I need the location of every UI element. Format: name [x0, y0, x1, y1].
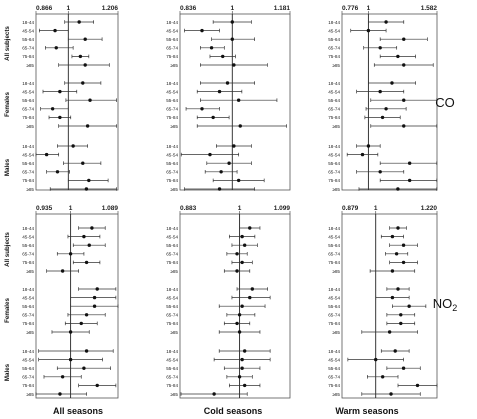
column-label-cold-seasons: Cold seasons	[203, 406, 263, 416]
age-label: 65-74	[166, 45, 178, 51]
age-label: ≥85	[170, 268, 178, 274]
age-label: 75-84	[166, 115, 178, 121]
axis-tick-label: 1	[66, 5, 71, 12]
age-label: 18-44	[328, 225, 340, 231]
point-estimate	[87, 179, 90, 182]
age-label: ≥85	[26, 391, 34, 397]
age-label: 45-54	[328, 295, 340, 301]
age-label: 55-64	[166, 304, 178, 309]
point-estimate	[378, 90, 381, 93]
age-label: 55-64	[22, 98, 34, 103]
point-estimate	[227, 162, 230, 165]
point-estimate	[71, 144, 74, 147]
point-estimate	[237, 99, 240, 102]
age-label: ≥85	[26, 186, 34, 192]
age-label: 55-64	[328, 161, 340, 166]
point-estimate	[402, 38, 405, 41]
axis-tick-label: 0.883	[180, 205, 197, 212]
point-estimate	[402, 367, 405, 370]
point-estimate	[58, 116, 61, 119]
group-label-all-subjects: All subjects	[4, 232, 11, 267]
age-label: 75-84	[328, 178, 340, 184]
axis-tick-label: 1.582	[420, 5, 437, 12]
point-estimate	[237, 179, 240, 182]
point-estimate	[45, 153, 48, 156]
age-label: 65-74	[22, 251, 34, 257]
point-estimate	[226, 81, 229, 84]
age-label: ≥85	[26, 329, 34, 335]
point-estimate	[93, 296, 96, 299]
age-label: 55-64	[328, 37, 340, 42]
age-label: 18-44	[22, 225, 34, 231]
point-estimate	[96, 384, 99, 387]
age-label: 45-54	[22, 28, 34, 34]
age-label: 18-44	[22, 80, 34, 86]
forest-panel-no2-all-seasons	[4, 205, 118, 398]
point-estimate	[200, 107, 203, 110]
age-label: 45-54	[328, 357, 340, 363]
point-estimate	[84, 38, 87, 41]
age-label: 75-84	[22, 321, 34, 327]
pollutant-label-co: CO	[435, 95, 455, 110]
point-estimate	[402, 124, 405, 127]
point-estimate	[231, 20, 234, 23]
age-label: 65-74	[166, 251, 178, 257]
point-estimate	[391, 269, 394, 272]
point-estimate	[384, 20, 387, 23]
age-label: ≥85	[332, 186, 340, 192]
point-estimate	[367, 29, 370, 32]
age-label: 45-54	[328, 234, 340, 240]
age-label: 75-84	[22, 54, 34, 60]
axis-tick-label: 1.181	[273, 5, 290, 12]
age-label: 65-74	[328, 106, 340, 112]
point-estimate	[79, 55, 82, 58]
point-estimate	[248, 296, 251, 299]
group-label-males: Males	[4, 158, 11, 177]
age-label: 75-84	[328, 260, 340, 266]
panel-frame	[342, 14, 437, 190]
point-estimate	[238, 313, 241, 316]
point-estimate	[239, 124, 242, 127]
age-label: 65-74	[328, 169, 340, 175]
point-estimate	[56, 170, 59, 173]
point-estimate	[240, 367, 243, 370]
point-estimate	[235, 252, 238, 255]
point-estimate	[243, 349, 246, 352]
age-label: 45-54	[166, 152, 178, 158]
point-estimate	[218, 90, 221, 93]
age-label: 75-84	[166, 178, 178, 184]
age-label: 65-74	[22, 169, 34, 175]
point-estimate	[381, 116, 384, 119]
age-label: 55-64	[328, 366, 340, 371]
point-estimate	[243, 244, 246, 247]
point-estimate	[200, 29, 203, 32]
point-estimate	[384, 107, 387, 110]
age-label: 55-64	[166, 366, 178, 371]
age-label: 18-44	[166, 143, 178, 149]
age-label: 65-74	[166, 312, 178, 318]
point-estimate	[221, 55, 224, 58]
age-label: 45-54	[22, 89, 34, 95]
age-label: 55-64	[22, 366, 34, 371]
age-label: 18-44	[166, 286, 178, 292]
point-estimate	[81, 81, 84, 84]
age-label: 45-54	[328, 28, 340, 34]
axis-tick-label: 1.220	[420, 205, 437, 212]
point-estimate	[84, 63, 87, 66]
age-label: ≥85	[332, 268, 340, 274]
forest-panel-co-cold-seasons	[166, 5, 290, 192]
point-estimate	[96, 287, 99, 290]
point-estimate	[408, 179, 411, 182]
age-label: 75-84	[22, 383, 34, 389]
age-label: ≥85	[332, 62, 340, 68]
point-estimate	[69, 358, 72, 361]
age-label: 18-44	[22, 19, 34, 25]
point-estimate	[85, 349, 88, 352]
age-label: 65-74	[166, 169, 178, 175]
point-estimate	[408, 162, 411, 165]
age-label: 65-74	[328, 251, 340, 257]
age-label: 45-54	[166, 234, 178, 240]
age-label: 55-64	[166, 161, 178, 166]
point-estimate	[81, 162, 84, 165]
forest-panel-co-warm-seasons	[328, 5, 437, 192]
point-estimate	[58, 90, 61, 93]
point-estimate	[402, 63, 405, 66]
pollutant-label-no2-main: NO	[432, 296, 453, 311]
point-estimate	[93, 305, 96, 308]
point-estimate	[361, 153, 364, 156]
age-label: 45-54	[22, 295, 34, 301]
point-estimate	[396, 187, 399, 190]
point-estimate	[86, 124, 89, 127]
age-label: 45-54	[166, 28, 178, 34]
age-label: 55-64	[328, 304, 340, 309]
point-estimate	[55, 46, 58, 49]
point-estimate	[378, 46, 381, 49]
age-label: 18-44	[22, 286, 34, 292]
age-label: 65-74	[328, 374, 340, 380]
axis-tick-label: 0.776	[342, 5, 359, 12]
point-estimate	[248, 226, 251, 229]
age-label: 55-64	[166, 98, 178, 103]
point-estimate	[402, 244, 405, 247]
column-label-warm-seasons: Warm seasons	[335, 406, 399, 416]
age-label: ≥85	[170, 186, 178, 192]
age-label: ≥85	[332, 123, 340, 129]
axis-tick-label: 1	[230, 5, 235, 12]
age-label: 65-74	[22, 374, 34, 380]
point-estimate	[251, 287, 254, 290]
age-label: ≥85	[332, 391, 340, 397]
group-label-females: Females	[4, 92, 11, 117]
axis-tick-label: 1.206	[101, 5, 118, 12]
point-estimate	[85, 313, 88, 316]
age-label: 65-74	[22, 45, 34, 51]
point-estimate	[374, 358, 377, 361]
pollutant-label-no2	[433, 296, 458, 313]
age-label: ≥85	[170, 123, 178, 129]
point-estimate	[395, 252, 398, 255]
age-label: ≥85	[332, 329, 340, 335]
age-label: 55-64	[22, 161, 34, 166]
point-estimate	[211, 116, 214, 119]
panel-grid	[4, 5, 437, 398]
age-label: 65-74	[22, 312, 34, 318]
age-label: ≥85	[26, 268, 34, 274]
age-label: 65-74	[166, 374, 178, 380]
point-estimate	[218, 187, 221, 190]
age-label: 75-84	[22, 260, 34, 266]
age-label: 75-84	[166, 260, 178, 266]
age-label: 55-64	[328, 98, 340, 103]
point-estimate	[238, 330, 241, 333]
age-label: 18-44	[166, 80, 178, 86]
age-label: 75-84	[328, 54, 340, 60]
point-estimate	[399, 322, 402, 325]
age-label: 75-84	[166, 383, 178, 389]
age-label: ≥85	[170, 329, 178, 335]
age-label: 75-84	[328, 115, 340, 121]
column-label-all-seasons: All seasons	[52, 406, 104, 416]
point-estimate	[61, 269, 64, 272]
age-label: 45-54	[22, 234, 34, 240]
age-label: 65-74	[328, 45, 340, 51]
point-estimate	[82, 367, 85, 370]
age-label: 18-44	[166, 225, 178, 231]
age-label: 18-44	[166, 348, 178, 354]
point-estimate	[69, 330, 72, 333]
point-estimate	[402, 99, 405, 102]
point-estimate	[85, 261, 88, 264]
age-label: ≥85	[26, 123, 34, 129]
age-label: 75-84	[328, 383, 340, 389]
age-label: 55-64	[22, 304, 34, 309]
age-label: ≥85	[170, 62, 178, 68]
point-estimate	[232, 63, 235, 66]
age-label: 18-44	[328, 143, 340, 149]
point-estimate	[210, 46, 213, 49]
point-estimate	[390, 81, 393, 84]
point-estimate	[389, 392, 392, 395]
age-label: 45-54	[22, 152, 34, 158]
point-estimate	[388, 330, 391, 333]
age-label: 45-54	[22, 357, 34, 363]
age-label: 18-44	[22, 143, 34, 149]
age-label: 18-44	[166, 19, 178, 25]
age-label: 18-44	[328, 80, 340, 86]
forest-panel-no2-cold-seasons	[166, 205, 290, 398]
point-estimate	[407, 305, 410, 308]
age-label: 55-64	[22, 243, 34, 248]
point-estimate	[391, 235, 394, 238]
point-estimate	[61, 375, 64, 378]
age-label: 18-44	[328, 348, 340, 354]
point-estimate	[235, 322, 238, 325]
point-estimate	[396, 287, 399, 290]
point-estimate	[243, 384, 246, 387]
point-estimate	[402, 261, 405, 264]
forest-panel-no2-warm-seasons	[328, 205, 437, 398]
panel-frame	[36, 14, 118, 190]
pollutant-label-no2-subscript: 2	[452, 303, 458, 313]
age-label: 45-54	[166, 89, 178, 95]
point-estimate	[394, 349, 397, 352]
age-label: 55-64	[328, 243, 340, 248]
axis-tick-label: 1	[237, 205, 242, 212]
point-estimate	[235, 269, 238, 272]
age-label: 45-54	[328, 89, 340, 95]
axis-tick-label: 0.879	[342, 205, 359, 212]
point-estimate	[240, 358, 243, 361]
point-estimate	[240, 261, 243, 264]
group-label-all-subjects: All subjects	[4, 26, 11, 61]
point-estimate	[219, 170, 222, 173]
axis-tick-label: 0.836	[180, 5, 197, 12]
point-estimate	[88, 244, 91, 247]
age-label: 75-84	[22, 115, 34, 121]
age-label: 75-84	[166, 54, 178, 60]
age-label: ≥85	[26, 62, 34, 68]
age-label: 45-54	[166, 295, 178, 301]
age-label: 65-74	[328, 312, 340, 318]
point-estimate	[80, 322, 83, 325]
age-label: 45-54	[166, 357, 178, 363]
point-estimate	[53, 29, 56, 32]
point-estimate	[208, 153, 211, 156]
point-estimate	[378, 170, 381, 173]
point-estimate	[88, 99, 91, 102]
point-estimate	[77, 20, 80, 23]
age-label: 45-54	[328, 152, 340, 158]
age-label: 55-64	[166, 243, 178, 248]
point-estimate	[238, 375, 241, 378]
point-estimate	[82, 235, 85, 238]
age-label: 65-74	[22, 106, 34, 112]
point-estimate	[391, 296, 394, 299]
axis-tick-label: 1.089	[101, 205, 118, 212]
age-label: 18-44	[22, 348, 34, 354]
point-estimate	[232, 144, 235, 147]
axis-tick-label: 1	[68, 205, 73, 212]
point-estimate	[51, 107, 54, 110]
point-estimate	[90, 226, 93, 229]
axis-tick-label: 1.099	[273, 205, 290, 212]
age-label: 75-84	[166, 321, 178, 327]
age-label: 55-64	[22, 37, 34, 42]
age-label: 55-64	[166, 37, 178, 42]
point-estimate	[85, 187, 88, 190]
age-label: 18-44	[328, 19, 340, 25]
point-estimate	[396, 55, 399, 58]
point-estimate	[231, 38, 234, 41]
group-label-females: Females	[4, 298, 11, 323]
point-estimate	[58, 392, 61, 395]
axis-tick-label: 0.935	[36, 205, 53, 212]
point-estimate	[212, 392, 215, 395]
point-estimate	[396, 226, 399, 229]
point-estimate	[240, 235, 243, 238]
panel-frame	[180, 14, 290, 190]
axis-tick-label: 0.866	[36, 5, 53, 12]
axis-tick-label: 1	[373, 205, 378, 212]
point-estimate	[381, 375, 384, 378]
age-label: 75-84	[22, 178, 34, 184]
point-estimate	[399, 313, 402, 316]
age-label: 18-44	[328, 286, 340, 292]
age-label: ≥85	[170, 391, 178, 397]
group-label-males: Males	[4, 363, 11, 382]
point-estimate	[240, 305, 243, 308]
axis-tick-label: 1	[366, 5, 371, 12]
age-label: 75-84	[328, 321, 340, 327]
age-label: 65-74	[166, 106, 178, 112]
point-estimate	[367, 144, 370, 147]
point-estimate	[69, 252, 72, 255]
forest-panel-co-all-seasons	[4, 5, 118, 192]
point-estimate	[416, 384, 419, 387]
